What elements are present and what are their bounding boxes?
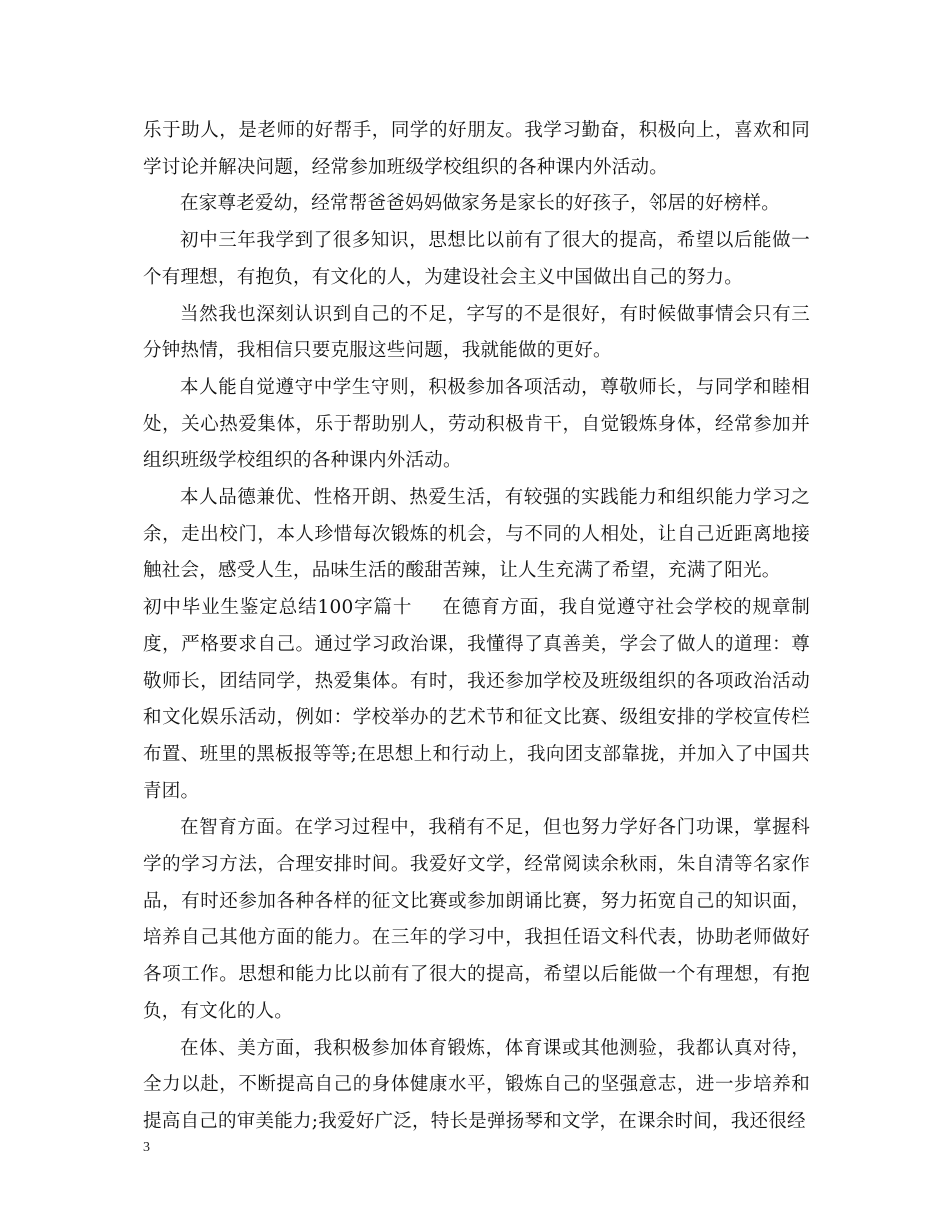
paragraph: 在体、美方面，我积极参加体育锻炼，体育课或其他测验，我都认真对待，全力以赴，不断提高自己的身体健康水平，锻炼自己的坚强意志，进一步培养和提高自己的审美能力;我爱好广泛，特长是弹扬琴和文学，在课余时间，我还很经 <box>143 1037 810 1132</box>
paragraph: 在家尊老爱幼，经常帮爸爸妈妈做家务是家长的好孩子，邻居的好榜样。 <box>180 193 781 215</box>
paragraph: 初中三年我学到了很多知识，思想比以前有了很大的提高，希望以后能做一个有理想，有抱负，有文化的人，为建设社会主义中国做出自己的努力。 <box>143 230 810 288</box>
paragraph: 本人能自觉遵守中学生守则，积极参加各项活动，尊敬师长，与同学和睦相处，关心热爱集体，乐于帮助别人，劳动积极肯干，自觉锻炼身体，经常参加并组织班级学校组织的各种课内外活动。 <box>143 376 810 472</box>
section-heading: 初中毕业生鉴定总结100字篇十 <box>143 597 413 619</box>
paragraph-with-heading <box>143 590 810 810</box>
document-body <box>143 113 810 1141</box>
paragraph-text: 在德育方面，我自觉遵守社会学校的规章制度，严格要求自己。通过学习政治课，我懂得了真善美，学会了做人的道理：尊敬师长，团结同学，热爱集体。有时，我还参加学校及班级组织的各项政治活动和文化娱乐活动，例如：学校举办的艺术节和征文比赛、级组安排的学校宣传栏布置、班里的黑板报等等;在思想上和行动上，我向团支部靠拢，并加入了中国共青团。 <box>143 597 810 802</box>
paragraph: 在智育方面。在学习过程中，我稍有不足，但也努力学好各门功课，掌握科学的学习方法，合理安排时间。我爱好文学，经常阅读余秋雨，朱自清等名家作品，有时还参加各种各样的征文比赛或参加朗诵比赛，努力拓宽自己的知识面，培养自己其他方面的能力。在三年的学习中，我担任语文科代表，协助老师做好各项工作。思想和能力比以前有了很大的提高，希望以后能做一个有理想，有抱负，有文化的人。 <box>143 817 810 1022</box>
paragraph: 当然我也深刻认识到自己的不足，字写的不是很好，有时候做事情会只有三分钟热情，我相信只要克服这些问题，我就能做的更好。 <box>143 303 810 362</box>
paragraph: 本人品德兼优、性格开朗、热爱生活，有较强的实践能力和组织能力学习之余，走出校门，本人珍惜每次锻炼的机会，与不同的人相处，让自己近距离地接触社会，感受人生，品味生活的酸甜苦辣，让人生充满了希望，充满了阳光。 <box>143 487 810 582</box>
page-number: 3 <box>143 1140 150 1155</box>
paragraph: 乐于助人，是老师的好帮手，同学的好朋友。我学习勤奋，积极向上，喜欢和同学讨论并解决问题，经常参加班级学校组织的各种课内外活动。 <box>143 120 810 178</box>
